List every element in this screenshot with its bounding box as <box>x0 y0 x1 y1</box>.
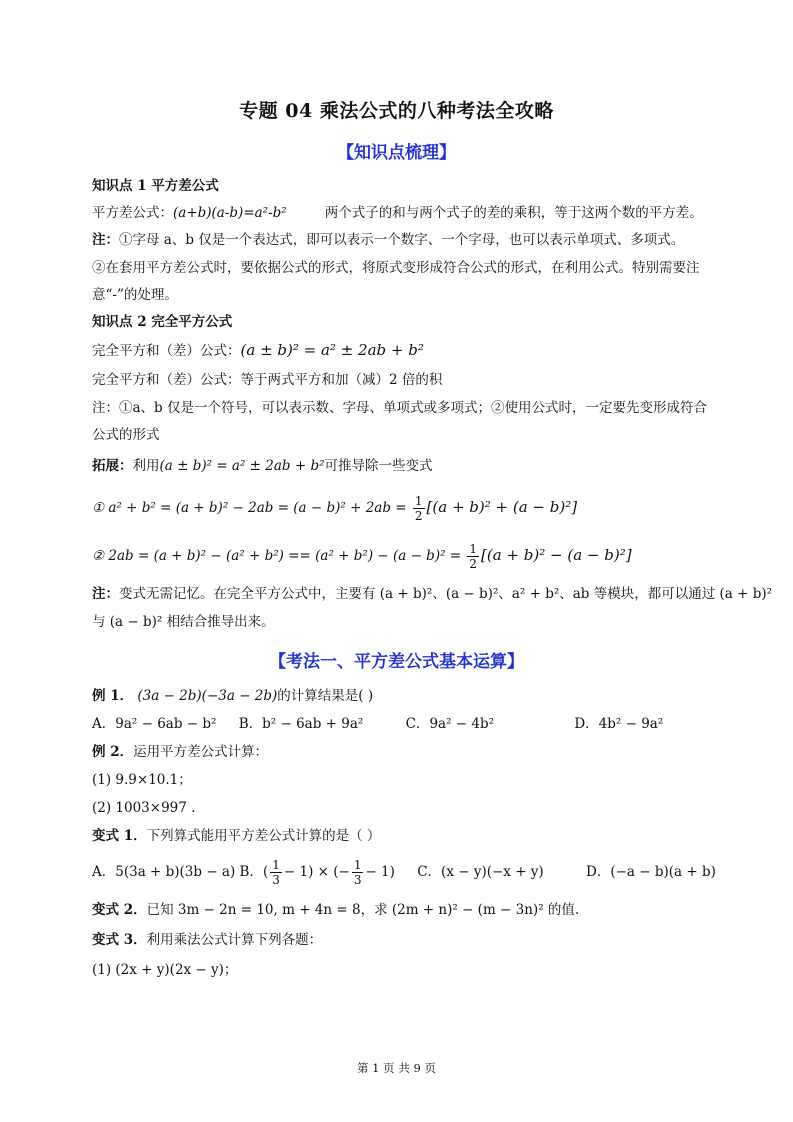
option-b[interactable]: B．b² − 6ab + 9a² <box>238 716 364 732</box>
knowledge-point-2-heading: 知识点 2 完全平方公式 <box>92 314 233 330</box>
example-1-options <box>92 714 663 734</box>
option-b[interactable]: B．( $\frac{1}{3}$ − 1) × (− $\frac{1}{3}$ − 1) <box>239 858 395 887</box>
variant-1-options <box>92 858 716 887</box>
fraction-half: $\frac{1}{2}$ <box>414 494 423 523</box>
kp1-formula: (a+b)(a-b)=a²-b² <box>173 205 287 221</box>
fraction-half: $\frac{1}{2}$ <box>469 542 478 571</box>
option-c[interactable]: C．(x − y)(−x + y) <box>417 864 544 880</box>
example-2: 例 2．运用平方差公式计算： <box>92 744 269 760</box>
variant-3-item-1: (1) (2x + y)(2x − y)； <box>92 962 238 978</box>
fraction-third: $\frac{1}{3}$ <box>353 858 362 887</box>
example-1: 例 1． (3a − 2b)(−3a − 2b)的计算结果是( ) <box>92 688 374 704</box>
ext-note-line2: 与 (a − b)² 相结合推导出来。 <box>92 614 275 630</box>
kp1-note-2: ②在套用平方差公式时，要依据公式的形式，将原式变形成符合公式的形式，在利用公式。特别需要注 <box>92 260 700 276</box>
variant-formula-1: ① a² + b² = (a + b)² − 2ab = (a − b)² + 2ab = $\frac{1}{2}$ [(a + b)² + (a − b)²] <box>92 494 578 523</box>
section-heading-knowledge: 【知识点梳理】 <box>337 143 456 163</box>
fraction-third: $\frac{1}{3}$ <box>272 858 280 887</box>
page-title: 专题 04 乘法公式的八种考法全攻略 <box>239 100 554 122</box>
example-2-item-2: (2) 1003×997 . <box>92 800 196 816</box>
kp1-note-2-cont: 意“-”的处理。 <box>92 287 178 303</box>
extension-line: 拓展：利用(a ± b)² = a² ± 2ab + b²可推导除一些变式 <box>92 458 433 474</box>
option-d[interactable]: D．4b² − 9a² <box>574 716 664 732</box>
variant-2: 变式 2．已知 3m − 2n = 10, m + 4n = 8，求 (2m + n)² − (m − 3n)² 的值. <box>92 902 580 918</box>
variant-1: 变式 1．下列算式能用平方差公式计算的是（ ） <box>92 828 381 844</box>
kp2-formula: (a ± b)² = a² ± 2ab + b² <box>240 341 424 359</box>
variant-formula-2: ② 2ab = (a + b)² − (a² + b²) == (a² + b²) − (a − b)² = $\frac{1}{2}$ [(a + b)² − (a − b)²] <box>92 542 632 571</box>
option-a[interactable]: A．5(3a + b)(3b − a) <box>92 864 240 880</box>
kp1-note-1: 注：①字母 a、b 仅是一个表达式，即可以表示一个数字、一个字母，也可以表示单项式、多项式。 <box>92 232 685 248</box>
page-footer: 第 1 页 共 9 页 <box>357 1061 436 1075</box>
kp1-description: 两个式子的和与两个式子的差的乘积，等于这两个数的平方差。 <box>324 205 703 221</box>
kp1-formula-line <box>92 203 703 223</box>
kp2-note-line1: 注：①a、b 仅是一个符号，可以表示数、字母、单项式或多项式；②使用公式时，一定要先变形成符合 <box>92 400 707 416</box>
note-label: 注： <box>92 232 119 248</box>
ext-note-line1: 注：变式无需记忆。在完全平方公式中，主要有 (a + b)²、(a − b)²、a² + b²、ab 等模块，都可以通过 (a + b)² <box>92 586 773 602</box>
kp1-formula-label: 平方差公式： <box>92 205 173 221</box>
variant-3: 变式 3．利用乘法公式计算下列各题： <box>92 932 323 948</box>
section-heading-method-1: 【考法一、平方差公式基本运算】 <box>269 652 524 672</box>
option-c[interactable]: C．9a² − 4b² <box>405 716 495 732</box>
kp2-description: 完全平方和（差）公式：等于两式平方和加（减）2 倍的积 <box>92 372 443 388</box>
kp2-formula-line: 完全平方和（差）公式：(a ± b)² = a² ± 2ab + b² <box>92 341 424 359</box>
kp2-note-line2: 公式的形式 <box>92 427 160 443</box>
example-2-item-1: (1) 9.9×10.1； <box>92 772 192 788</box>
knowledge-point-1-heading: 知识点 1 平方差公式 <box>92 178 219 194</box>
option-d[interactable]: D．(−a − b)(a + b) <box>586 864 716 880</box>
option-a[interactable]: A．9a² − 6ab − b² <box>92 716 217 732</box>
